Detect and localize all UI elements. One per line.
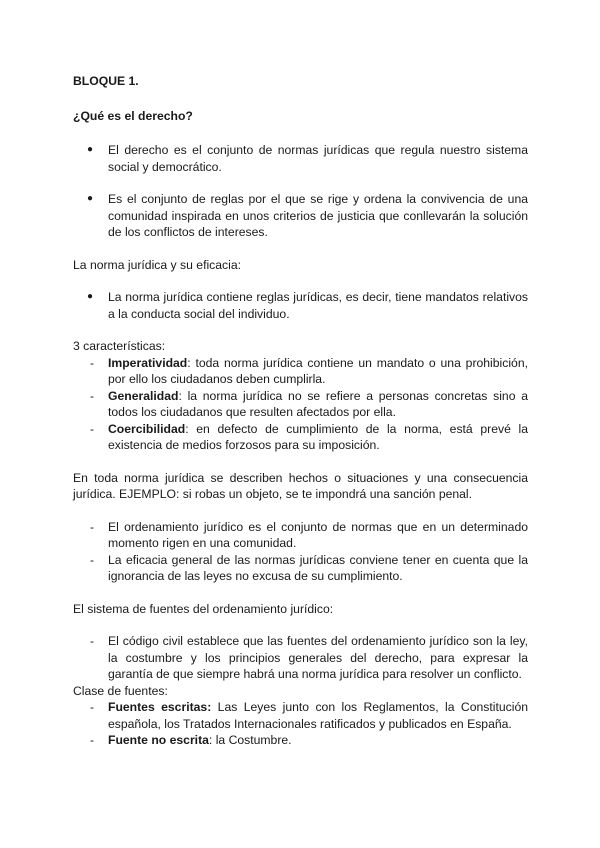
- term: Coercibilidad: [108, 421, 186, 436]
- list-item: ● El derecho es el conjunto de normas jurídicas que regula nuestro sistema social y democrático.: [87, 143, 528, 174]
- section-heading: ¿Qué es el derecho?: [73, 108, 193, 123]
- term: Generalidad: [108, 388, 179, 403]
- dash-list: [73, 519, 528, 585]
- document-title: BLOQUE 1.: [73, 74, 139, 88]
- list-item: ● Es el conjunto de reglas por el que se rige y ordena la convivencia de una comunidad inspirada en unos criterios de justicia que conllevarán la solución de los conflictos de intereses.: [87, 192, 528, 239]
- paragraph: En toda norma jurídica se describen hechos o situaciones y una consecuencia jurídica. EJEMPLO: si robas un objeto, se te impondrá una sanción penal.: [73, 470, 528, 501]
- bullet-marker: ●: [87, 144, 94, 155]
- list-item: - Imperatividad: toda norma jurídica contiene un mandato o una prohibición, por ello los ciudadanos deben cumplirla.: [90, 355, 528, 386]
- term: Fuentes escritas:: [108, 700, 212, 714]
- bullet-marker: ●: [87, 291, 94, 302]
- term: Fuente no escrita: [108, 733, 209, 747]
- section-intro: 3 características:: [73, 339, 166, 353]
- section-intro: El sistema de fuentes del ordenamiento jurídico:: [73, 601, 334, 616]
- list-item: - Generalidad: la norma jurídica no se refiere a personas concretas sino a todos los ciudadanos que resulten afectados por ella.: [90, 388, 528, 419]
- section-intro: La norma jurídica y su eficacia:: [73, 257, 241, 272]
- list-item: - Fuente no escrita: la Costumbre.: [90, 733, 292, 747]
- list-item: - El ordenamiento jurídico es el conjunto de normas que en un determinado momento rigen en una comunidad.: [90, 519, 528, 550]
- bullet-list: [73, 289, 528, 322]
- characteristics-list: [73, 355, 528, 454]
- term: Imperatividad: [108, 355, 188, 370]
- document-page: [73, 67, 528, 749]
- list-item: - Coercibilidad: en defecto de cumplimiento de la norma, está prevé la existencia de medios forzosos para su imposición.: [90, 421, 528, 452]
- list-item: ● La norma jurídica contiene reglas jurídicas, es decir, tiene mandatos relativos a la conducta social del individuo.: [87, 290, 528, 321]
- list-item: - La eficacia general de las normas jurídicas conviene tener en cuenta que la ignorancia de las leyes no excusa de su cumplimiento.: [90, 552, 528, 583]
- bullet-marker: ●: [87, 193, 94, 204]
- list-item: - El código civil establece que las fuentes del ordenamiento jurídico son la ley, la costumbre y los principios generales del derecho, para expresar la garantía de que siempre habrá una norma jurídica para resolver un conflicto.: [90, 634, 528, 681]
- dash-list: [73, 633, 528, 683]
- list-item: - Fuentes escritas: Las Leyes junto con los Reglamentos, la Constitución española, los Tratados Internacionales ratificados y publicados en España.: [90, 700, 529, 731]
- bullet-list: [73, 142, 528, 241]
- sources-list: [73, 699, 528, 749]
- section-label: Clase de fuentes:: [73, 683, 168, 698]
